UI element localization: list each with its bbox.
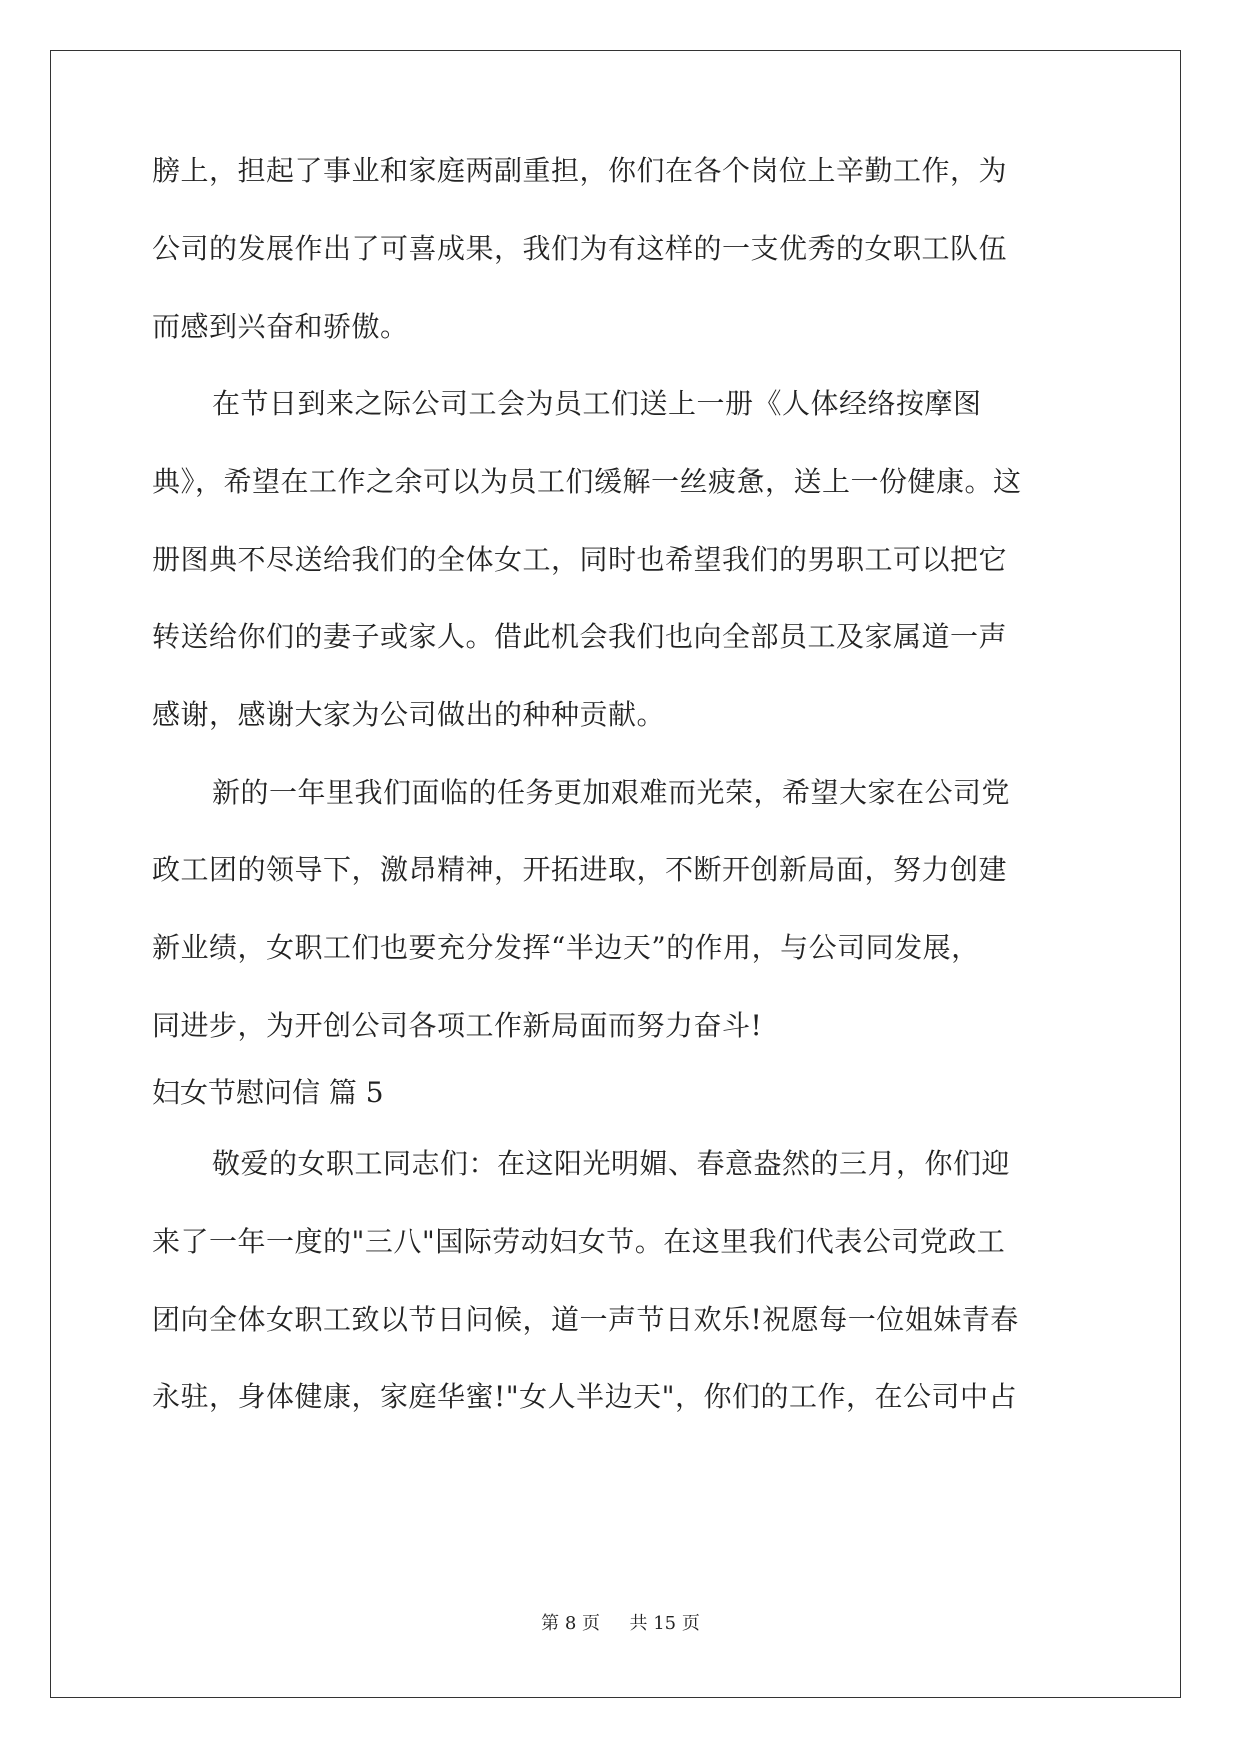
- paragraph-start-line: 在节日到来之际公司工会为员工们送上一册《人体经络按摩图: [212, 387, 982, 420]
- text-line: 新业绩，女职工们也要充分发挥“半边天”的作用，与公司同发展，: [152, 931, 980, 964]
- text-line: 膀上，担起了事业和家庭两副重担，你们在各个岗位上辛勤工作，为: [152, 154, 1008, 187]
- text-line: 册图典不尽送给我们的全体女工，同时也希望我们的男职工可以把它: [152, 543, 1008, 576]
- text-line: 转送给你们的妻子或家人。借此机会我们也向全部员工及家属道一声: [152, 620, 1008, 653]
- text-line: 永驻，身体健康，家庭华蜜!"女人半边天"，你们的工作，在公司中占: [152, 1380, 1018, 1413]
- text-line: 团向全体女职工致以节日问候，道一声节日欢乐!祝愿每一位姐妹青春: [152, 1303, 1019, 1336]
- page-footer: [0, 1612, 1241, 1636]
- paragraph-start-line: 敬爱的女职工同志们：在这阳光明媚、春意盎然的三月，你们迎: [212, 1147, 1011, 1180]
- text-line: 政工团的领导下，激昂精神，开拓进取，不断开创新局面，努力创建: [152, 853, 1008, 886]
- text-line: 典》，希望在工作之余可以为员工们缓解一丝疲惫，送上一份健康。这: [152, 465, 1022, 498]
- text-line: 公司的发展作出了可喜成果，我们为有这样的一支优秀的女职工队伍: [152, 232, 1008, 265]
- paragraph-start-line: 新的一年里我们面临的任务更加艰难而光荣，希望大家在公司党: [212, 776, 1011, 809]
- page-number-total: 共 15 页: [629, 1613, 700, 1634]
- section-heading: 妇女节慰问信 篇 5: [152, 1076, 384, 1109]
- text-line: 而感到兴奋和骄傲。: [152, 310, 409, 343]
- text-line: 来了一年一度的"三八"国际劳动妇女节。在这里我们代表公司党政工: [152, 1225, 1006, 1258]
- text-line: 同进步，为开创公司各项工作新局面而努力奋斗!: [152, 1009, 763, 1042]
- text-line: 感谢，感谢大家为公司做出的种种贡献。: [152, 698, 666, 731]
- page-number-current: 第 8 页: [541, 1613, 601, 1634]
